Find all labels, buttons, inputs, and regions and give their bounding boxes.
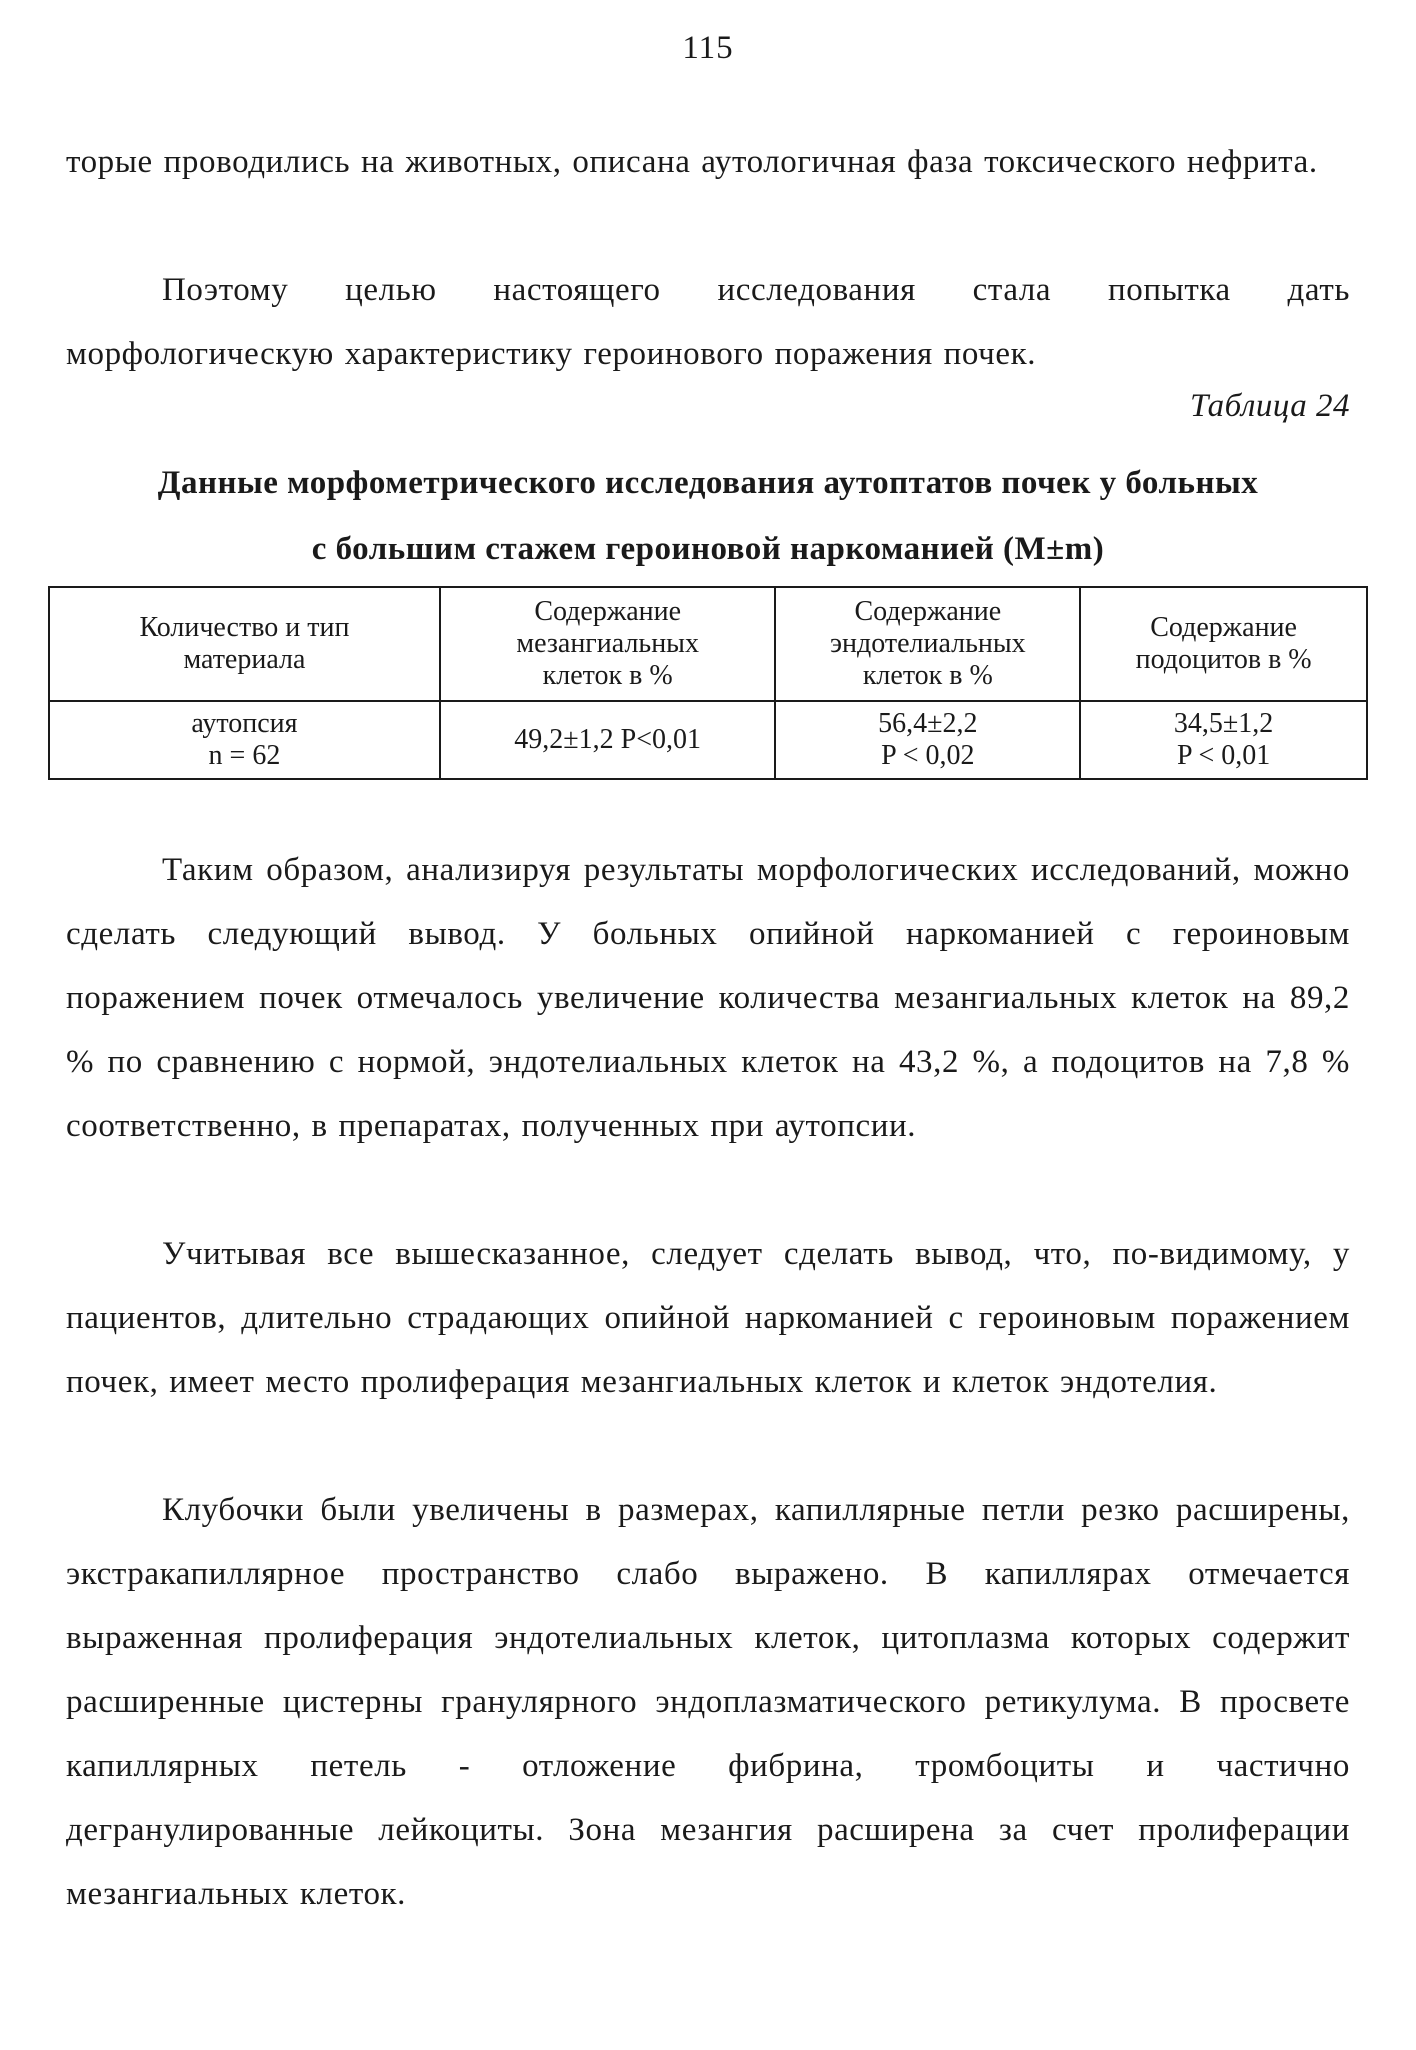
paragraph-glomeruli xyxy=(66,1478,1350,1926)
table-title xyxy=(66,450,1350,582)
cell-material xyxy=(49,701,440,779)
cell-text: аутопсия xyxy=(191,708,298,739)
table-label: Таблица 24 xyxy=(1190,388,1350,424)
cell-podocytes xyxy=(1080,701,1367,779)
paragraph-text: Учитывая все вышесказанное, следует сделать вывод, что, по-видимому, у пациентов, длительно страдающих опийной наркоманией с героиновым поражением почек, имеет место пролиферация мезангиальных клеток и клеток эндотелия. xyxy=(66,1236,1350,1400)
header-mesangial xyxy=(440,587,776,701)
header-text: эндотелиальных xyxy=(829,628,1026,659)
cell-text: 56,4±2,2 xyxy=(878,708,978,739)
cell-endothelial xyxy=(775,701,1080,779)
header-endothelial xyxy=(775,587,1080,701)
header-text: Содержание xyxy=(1150,612,1297,643)
cell-text: 34,5±1,2 xyxy=(1173,708,1274,739)
header-podocytes xyxy=(1080,587,1367,701)
table-header-row xyxy=(49,587,1367,701)
paragraph-text: торые проводились на животных, описана аутологичная фаза токсического нефрита. xyxy=(66,144,1318,180)
paragraph-aim xyxy=(66,258,1350,386)
table-row xyxy=(49,701,1367,779)
cell-mesangial xyxy=(440,701,776,779)
table-title-line: Данные морфометрического исследования аутоптатов почек у больных xyxy=(157,465,1259,501)
cell-text: 49,2±1,2 P<0,01 xyxy=(514,724,702,755)
header-text: материала xyxy=(183,644,306,675)
page-number: 115 xyxy=(682,30,734,66)
header-text: мезангиальных xyxy=(516,628,699,659)
paragraph-conclusion xyxy=(66,838,1350,1158)
header-text: Содержание xyxy=(534,596,682,627)
header-text: клеток в % xyxy=(542,660,673,691)
table-title-line: с большим стажем героиновой наркоманией (M±m) xyxy=(311,531,1105,567)
paragraph-text: Клубочки были увеличены в размерах, капиллярные петли резко расширены, экстракапиллярное пространство слабо выражено. В капиллярах отмечается выраженная пролиферация эндотелиальных клеток, цитоплазма которых содержит расширенные цистерны гранулярного эндоплазматического ретикулума. В просвете капиллярных петель - отложение фибрина, тромбоциты и частично дегранулированные лейкоциты. Зона мезангия расширена за счет пролиферации мезангиальных клеток. xyxy=(66,1492,1350,1912)
cell-text: n = 62 xyxy=(208,740,281,771)
morphometry-table xyxy=(48,586,1368,780)
paragraph-text: Поэтому целью настоящего исследования стала попытка дать морфологическую характеристику героинового поражения почек. xyxy=(66,272,1350,372)
paragraph-inference xyxy=(66,1222,1350,1414)
cell-text: P < 0,01 xyxy=(1176,740,1271,771)
header-text: Количество и тип xyxy=(139,612,350,643)
header-text: клеток в % xyxy=(862,660,993,691)
paragraph-text: Таким образом, анализируя результаты морфологических исследований, можно сделать следующий вывод. У больных опийной наркоманией с героиновым поражением почек отмечалось увеличение количества мезангиальных клеток на 89,2 % по сравнению с нормой, эндотелиальных клеток на 43,2 %, а подоцитов на 7,8 % соответственно, в препаратах, полученных при аутопсии. xyxy=(66,852,1350,1144)
header-material xyxy=(49,587,440,701)
paragraph-continuation xyxy=(66,130,1350,194)
header-text: Содержание xyxy=(854,596,1002,627)
header-text: подоцитов в % xyxy=(1135,644,1312,675)
cell-text: P < 0,02 xyxy=(881,740,975,771)
